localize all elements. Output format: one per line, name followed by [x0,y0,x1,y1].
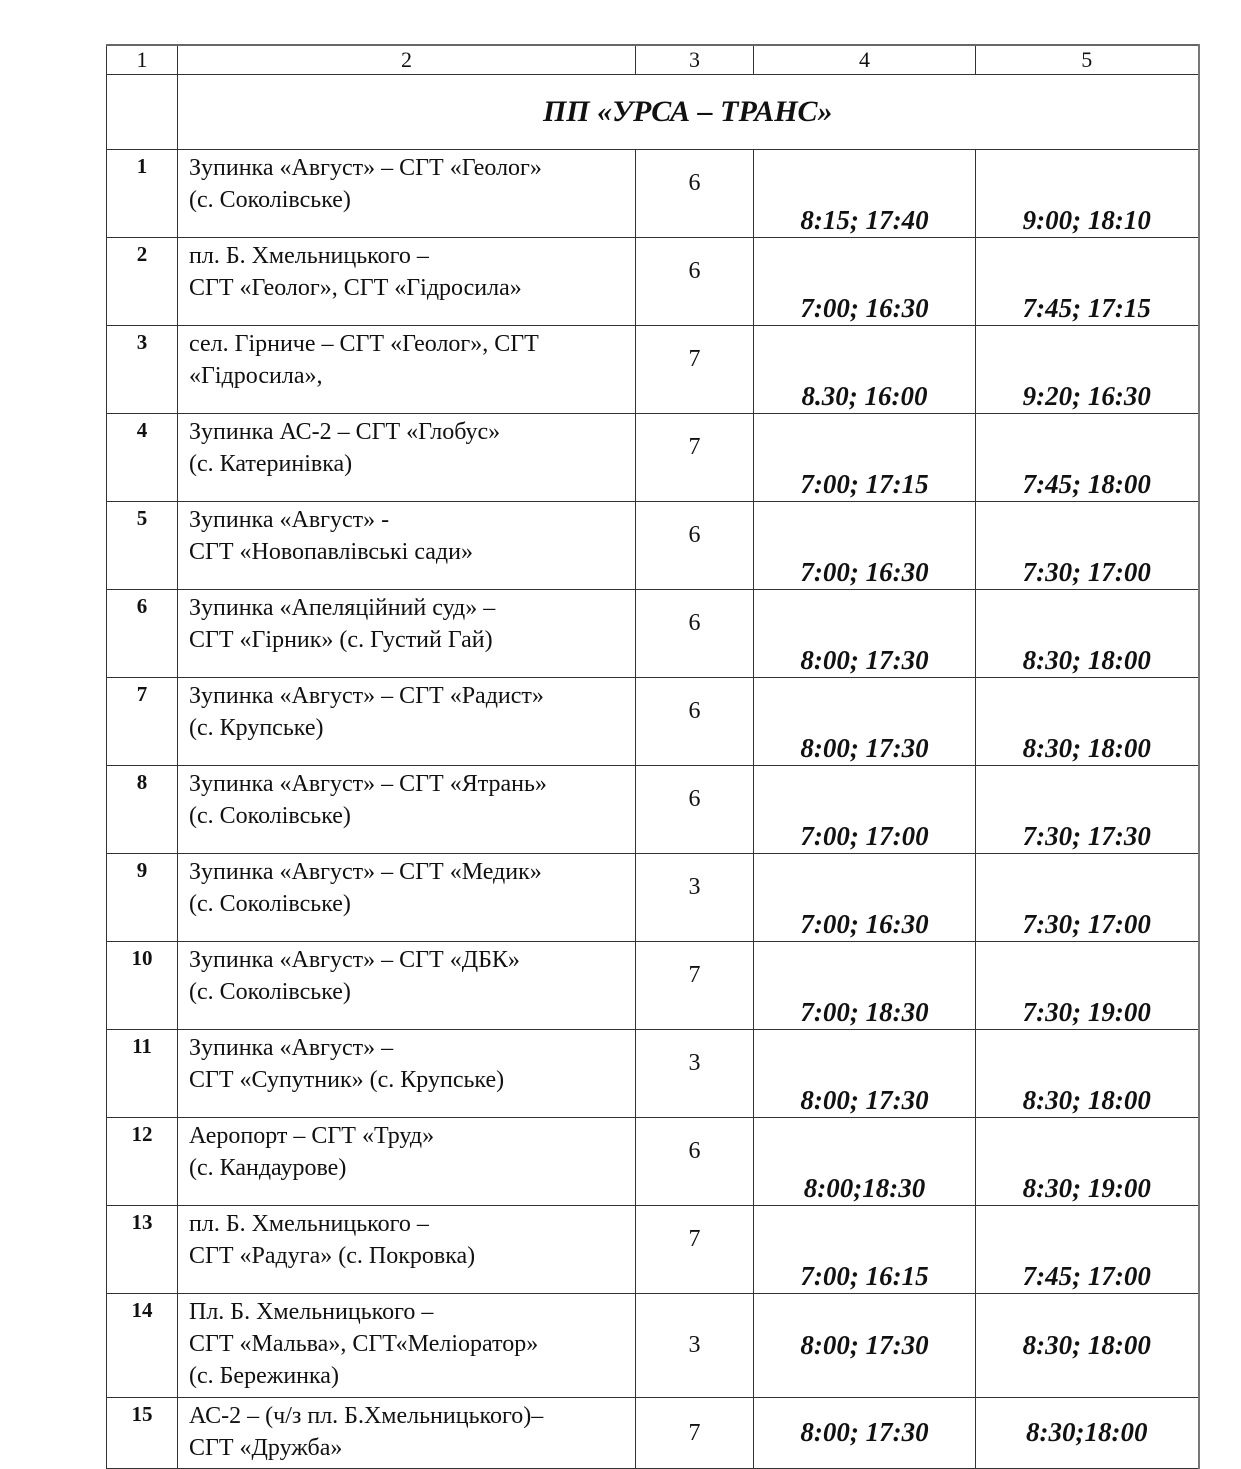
table-row [107,942,1199,1030]
route-name: Зупинка «Август» – СГТ «Радист» (с. Крупське) [178,678,636,766]
route-name: Зупинка «Апеляційний суд» – СГТ «Гірник» (с. Густий Гай) [178,590,636,678]
departure-times: 7:00; 17:15 [754,414,976,502]
route-name: Зупинка АС-2 – СГТ «Глобус» (с. Катеринівка) [178,414,636,502]
route-number: 4 [107,414,178,502]
vehicle-count: 6 [636,590,754,678]
route-number: 14 [107,1294,178,1398]
departure-times: 8:00; 17:30 [754,590,976,678]
route-name: АС-2 – (ч/з пл. Б.Хмельницького)– СГТ «Дружба» [178,1398,636,1469]
route-number: 3 [107,326,178,414]
empty-cell [107,75,178,150]
departure-times: 8:00; 17:30 [754,678,976,766]
table-row [107,1294,1199,1398]
vehicle-count: 6 [636,678,754,766]
route-number: 13 [107,1206,178,1294]
return-times: 8:30; 18:00 [976,1030,1199,1118]
column-number: 1 [107,45,178,75]
return-times: 9:20; 16:30 [976,326,1199,414]
table-row [107,1398,1199,1469]
route-name: пл. Б. Хмельницького – СГТ «Радуга» (с. Покровка) [178,1206,636,1294]
route-name: Зупинка «Август» – СГТ «Супутник» (с. Крупське) [178,1030,636,1118]
route-number: 9 [107,854,178,942]
table-row [107,238,1199,326]
route-number: 11 [107,1030,178,1118]
return-times: 8:30;18:00 [976,1398,1199,1469]
table-row [107,1206,1199,1294]
column-number-row [107,45,1199,75]
return-times: 8:30; 18:00 [976,1294,1199,1398]
table-row [107,854,1199,942]
vehicle-count: 3 [636,854,754,942]
route-number: 8 [107,766,178,854]
vehicle-count: 3 [636,1294,754,1398]
vehicle-count: 6 [636,238,754,326]
return-times: 7:30; 19:00 [976,942,1199,1030]
route-name: пл. Б. Хмельницького – СГТ «Геолог», СГТ «Гідросила» [178,238,636,326]
departure-times: 8.30; 16:00 [754,326,976,414]
company-title-row [107,75,1199,150]
column-number: 4 [754,45,976,75]
column-number: 3 [636,45,754,75]
return-times: 7:45; 17:15 [976,238,1199,326]
table-row [107,590,1199,678]
route-name: Пл. Б. Хмельницького – СГТ «Мальва», СГТ«Меліоратор» (с. Бережинка) [178,1294,636,1398]
departure-times: 8:00;18:30 [754,1118,976,1206]
table-row [107,766,1199,854]
schedule-table [106,44,1200,1469]
vehicle-count: 7 [636,326,754,414]
departure-times: 7:00; 18:30 [754,942,976,1030]
return-times: 9:00; 18:10 [976,150,1199,238]
departure-times: 8:00; 17:30 [754,1294,976,1398]
column-number: 2 [178,45,636,75]
table-row [107,326,1199,414]
table-row [107,678,1199,766]
return-times: 7:45; 17:00 [976,1206,1199,1294]
table-row [107,502,1199,590]
departure-times: 7:00; 16:30 [754,238,976,326]
return-times: 8:30; 19:00 [976,1118,1199,1206]
route-name: Зупинка «Август» - СГТ «Новопавлівські сади» [178,502,636,590]
vehicle-count: 6 [636,766,754,854]
departure-times: 7:00; 16:30 [754,502,976,590]
route-number: 7 [107,678,178,766]
vehicle-count: 7 [636,1398,754,1469]
departure-times: 7:00; 16:30 [754,854,976,942]
route-name: Зупинка «Август» – СГТ «Геолог» (с. Соколівське) [178,150,636,238]
table-row [107,1030,1199,1118]
vehicle-count: 7 [636,414,754,502]
route-number: 10 [107,942,178,1030]
vehicle-count: 7 [636,942,754,1030]
return-times: 7:45; 18:00 [976,414,1199,502]
departure-times: 7:00; 17:00 [754,766,976,854]
table-row [107,150,1199,238]
route-name: сел. Гірниче – СГТ «Геолог», СГТ «Гідросила», [178,326,636,414]
table-row [107,414,1199,502]
return-times: 8:30; 18:00 [976,590,1199,678]
route-name: Аеропорт – СГТ «Труд» (с. Кандаурове) [178,1118,636,1206]
column-number: 5 [976,45,1199,75]
route-name: Зупинка «Август» – СГТ «Ятрань» (с. Соколівське) [178,766,636,854]
vehicle-count: 6 [636,502,754,590]
route-name: Зупинка «Август» – СГТ «Медик» (с. Соколівське) [178,854,636,942]
return-times: 7:30; 17:30 [976,766,1199,854]
table-row [107,1118,1199,1206]
return-times: 7:30; 17:00 [976,854,1199,942]
vehicle-count: 6 [636,1118,754,1206]
route-name: Зупинка «Август» – СГТ «ДБК» (с. Соколівське) [178,942,636,1030]
route-number: 1 [107,150,178,238]
departure-times: 8:00; 17:30 [754,1398,976,1469]
departure-times: 8:00; 17:30 [754,1030,976,1118]
route-number: 5 [107,502,178,590]
route-number: 15 [107,1398,178,1469]
vehicle-count: 6 [636,150,754,238]
vehicle-count: 7 [636,1206,754,1294]
return-times: 8:30; 18:00 [976,678,1199,766]
route-number: 2 [107,238,178,326]
departure-times: 8:15; 17:40 [754,150,976,238]
route-number: 6 [107,590,178,678]
departure-times: 7:00; 16:15 [754,1206,976,1294]
company-title: ПП «УРСА – ТРАНС» [178,75,1199,150]
vehicle-count: 3 [636,1030,754,1118]
return-times: 7:30; 17:00 [976,502,1199,590]
route-number: 12 [107,1118,178,1206]
